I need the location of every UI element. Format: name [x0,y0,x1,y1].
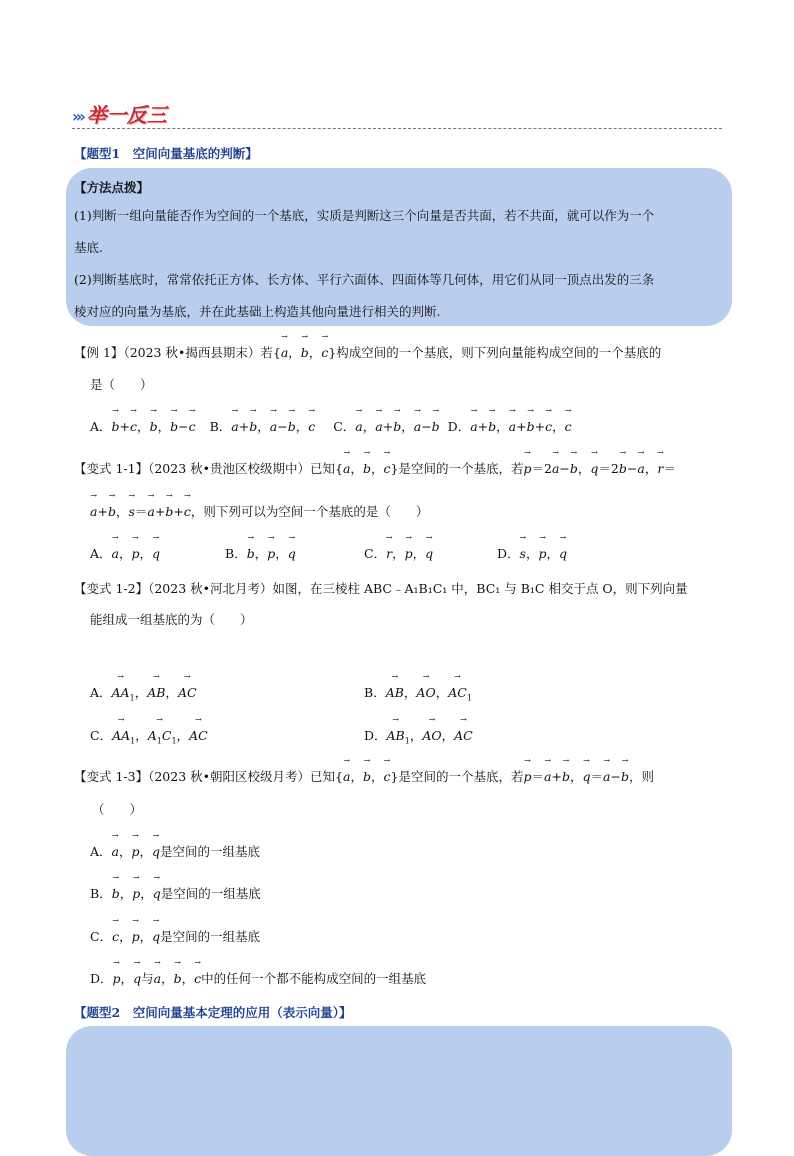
variant11-option-d[interactable]: D．→ s，→ p，→ q [497,545,567,563]
type2-heading: 【题型2 空间向量基本定理的应用（表示向量）】 [74,1005,352,1020]
variant13-question-cont: （ ） [92,802,143,817]
banner-arrows: ››› [72,107,83,126]
option-c[interactable]: C．→ a，→ a+→ b，→ a−→ b [333,419,439,434]
method-line3: (2)判断基底时，常常依托正方体、长方体、平行六面体、四面体等几何体，用它们从同一顶点出发的三条 [74,272,655,287]
variant11-question-cont: → a+→ b，→ s＝→ a+→ b+→ c，则下列可以为空间一个基底的是（ ） [90,503,428,521]
variant11-option-a[interactable]: A．→ a，→ p，→ q [90,545,160,563]
variant13-option-b[interactable]: B．→ b，→ p，→ q是空间的一组基底 [90,885,261,903]
method-line2: 基底. [74,240,103,255]
option-a[interactable]: A．→ b+→ c，→ b，→ b−→ c [90,419,196,434]
variant12-option-b[interactable]: B．→ AB，→ AO，→ $AC_1$ [364,684,472,708]
method-line1: (1)判断一组向量能否作为空间的一个基底，实质是判断这三个向量是否共面，若不共面，就可以作为一个 [74,208,655,223]
variant11-option-b[interactable]: B．→ b，→ p，→ q [225,545,296,563]
variant12-question-cont: 能组成一组基底的为（ ） [90,612,253,627]
option-b[interactable]: B．→ a+→ b，→ a−→ b，→ c [210,419,316,434]
method-title: 【方法点拨】 [74,180,150,195]
variant12-option-d[interactable]: D．→ $AB_1$，→ AO，→ AC [364,727,473,751]
example1-question: 【例 1】（2023 秋•揭西县期末）若{→ a，→ b，→ c}构成空间的一个基底，则下列向量能构成空间的一个基底的 [74,344,661,362]
variant11-option-c[interactable]: C．→ r，→ p，→ q [364,545,433,563]
option-d[interactable]: D．→ a+→ b，→ a+→ b+→ c，→ c [448,419,572,434]
variant13-option-d[interactable]: D．→ p，→ q与→ a，→ b，→ c中的任何一个都不能构成空间的一组基底 [90,970,426,988]
variant12-option-a[interactable]: A．→ $AA_1$，→ AB，→ AC [90,684,197,708]
banner-title: 举一反三 [86,103,167,127]
variant11-question: 【变式 1-1】（2023 秋•贵池区校级期中）已知{→ a，→ b，→ c}是空间的一个基底，若→ p＝2→ a−→ b，→ q＝2→ b−→ a，→ r＝ [74,460,676,478]
variant13-option-a[interactable]: A．→ a，→ p，→ q是空间的一组基底 [90,843,260,861]
type1-heading: 【题型1 空间向量基底的判断】 [74,146,258,161]
section-banner [72,99,167,127]
dotted-divider [72,128,722,129]
variant12-question: 【变式 1-2】（2023 秋•河北月考）如图，在三棱柱 ABC﹣A₁B₁C₁ 中，BC₁ 与 B₁C 相交于点 O，则下列向量 [74,581,688,596]
example1-options [90,418,572,436]
variant12-option-c[interactable]: C．→ $AA_1$，→ $A_1C_1$，→ AC [90,727,208,751]
variant13-option-c[interactable]: C．→ c，→ p，→ q是空间的一组基底 [90,928,260,946]
method-box-2 [66,1026,732,1156]
method-line4: 棱对应的向量为基底，并在此基础上构造其他向量进行相关的判断. [74,304,441,319]
variant13-question: 【变式 1-3】（2023 秋•朝阳区校级月考）已知{→ a，→ b，→ c}是空间的一个基底，若→ p＝→ a+→ b，→ q＝→ a−→ b，则 [74,768,654,786]
example1-question-cont: 是（ ） [90,377,153,392]
